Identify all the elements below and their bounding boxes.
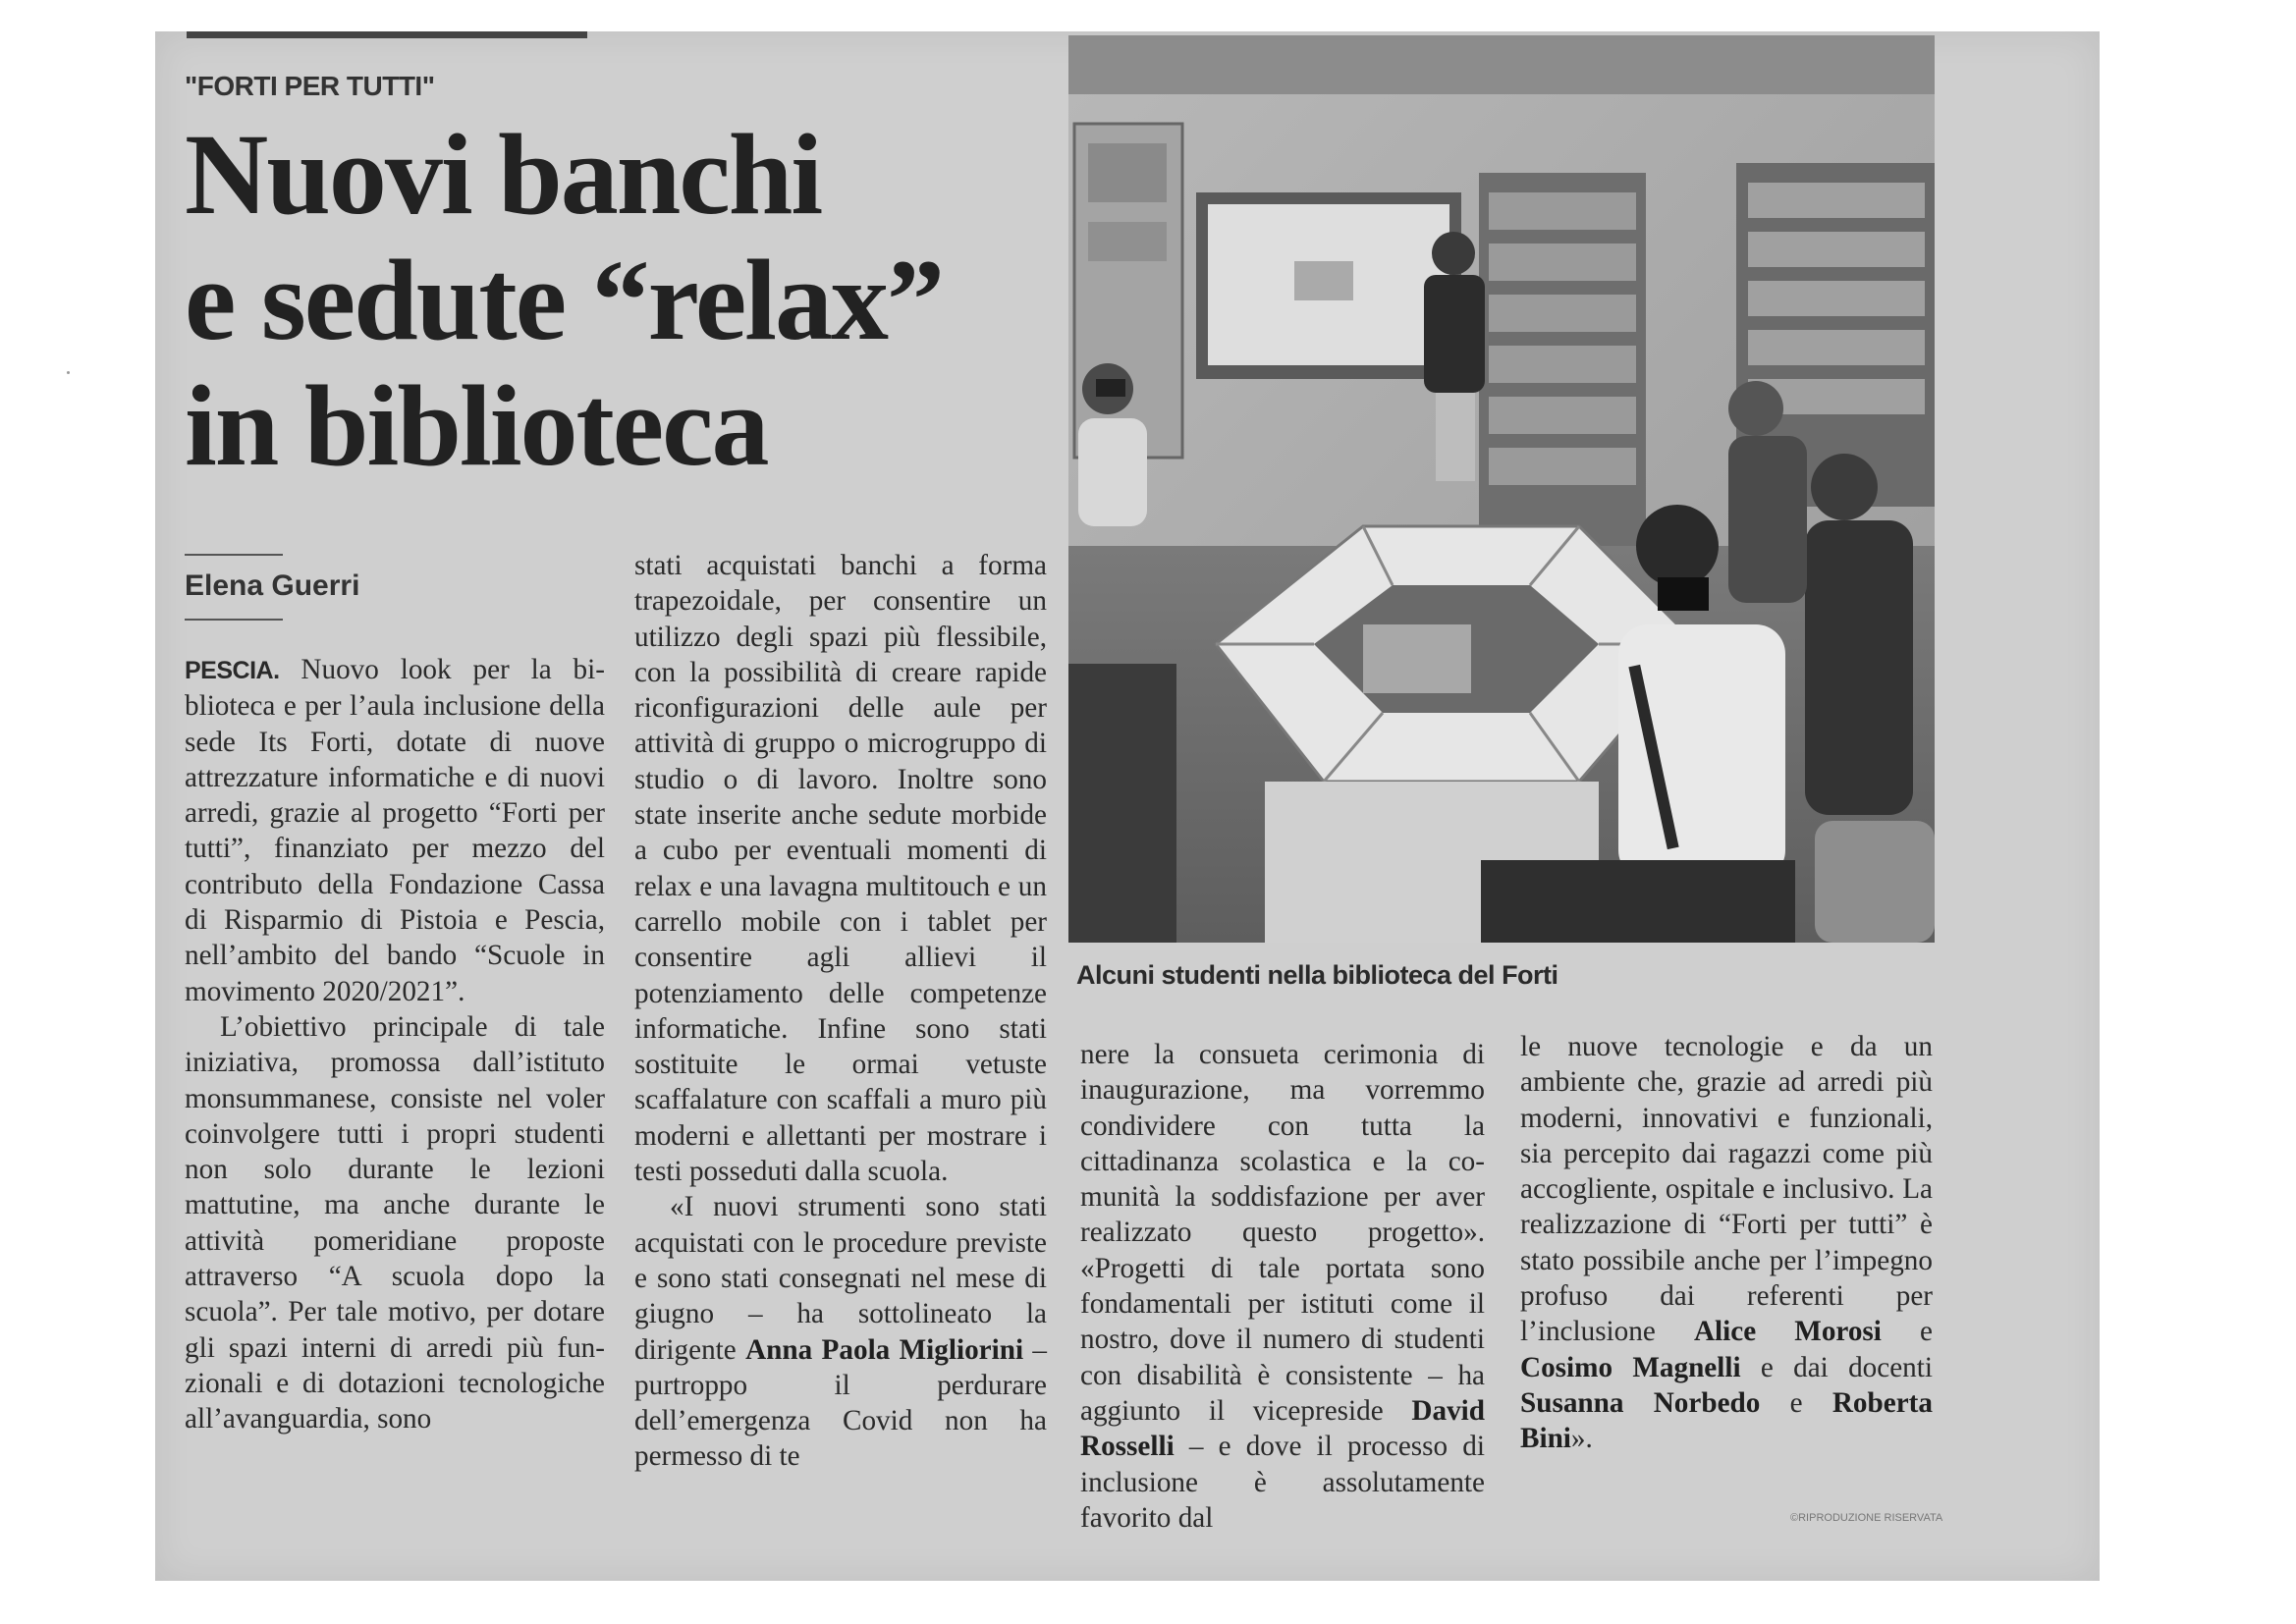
col2-paragraph-2 [634, 1189, 1047, 1474]
col4-paragraph [1520, 1029, 1933, 1457]
col3-paragraph [1080, 1037, 1485, 1536]
photo-illustration [1068, 35, 1935, 943]
name-david-rosselli: David Rosselli [1080, 1394, 1485, 1463]
text-column-1 [185, 652, 605, 1437]
col2-p2-text-b: – purtroppo il perdurare dell’emergenza Covid non ha permesso di te [634, 1333, 1048, 1473]
headline-line-2: e sedute “relax” [185, 236, 943, 364]
newspaper-clipping [155, 31, 2100, 1581]
top-rule [187, 31, 587, 38]
headline-line-1: Nuovi banchi [185, 110, 822, 239]
article-kicker: "FORTI PER TUTTI" [185, 71, 435, 101]
col1-paragraph-2: L’obiettivo principale di tale iniziativa, promossa dall’istituto monsummanese, consiste nel voler coinvolgere tutti i propri studenti non solo durante le lezioni mattutine, ma anche durante le attività pomeridiane proposte attraverso “A scuola dopo la scuola”. Per tale motivo, per dotare gli spazi interni di arredi più funzionali e di dotazioni tecnologiche all’avanguardia, sono [185, 1010, 605, 1435]
col4-text-mid2: e dai docenti [1740, 1351, 1933, 1383]
col4-text-end: ». [1570, 1423, 1593, 1455]
dateline: PESCIA. [185, 657, 280, 684]
reproduction-credit: ©RIPRODUZIONE RISERVATA [1790, 1512, 1943, 1524]
col4-text-mid3: e [1760, 1386, 1832, 1419]
article-headline [185, 112, 1068, 489]
col1-p1-text: Nuovo look per la biblioteca e per l’aula inclusione della sede Its Forti, dotate di nuove attrezzature informatiche e di nuovi arredi, grazie al progetto “Forti per tutti”, finanziato per mezzo del contributo della Fondazione Cassa di Risparmio di Pistoia e Pescia, nell’ambito del bando “Scuole in movimento 2020/2021”. [185, 654, 605, 1007]
col3-text-a: nere la consueta cerimonia di inaugurazione, ma vorremmo condividere con tutta la cittadinanza scolastica e la comunità la soddisfazione per aver realizzato questo progetto». «Progetti di tale portata sono fondamentali per istituti come il nostro, dove il numero di studenti con disabilità è consistente – ha aggiunto il vicepreside [1080, 1039, 1485, 1427]
col4-text-mid1: e [1881, 1316, 1933, 1348]
col2-paragraph-1: stati acquistati banchi a forma trapezoidale, per consentire un utilizzo degli spazi più flessibile, con la possibilità di creare rapide riconfigurazioni delle aule per attività di gruppo o microgruppo di studio o di lavoro. Inoltre sono state inserite anche sedute morbide a cubo per eventuali momenti di relax e una lavagna multitouch e un carrello mobile con i tablet per consentire agli allievi il potenziamento delle competenze informatiche. Infine sono stati sostituite le ormai vetuste scaffalature con scaffali a muro più moderni e allettanti per mostrare i testi posseduti dalla scuola. [634, 550, 1047, 1188]
photo-caption: Alcuni studenti nella biblioteca del Forti [1076, 960, 1558, 990]
text-column-4 [1520, 1029, 1933, 1457]
text-column-3 [1080, 1037, 1485, 1536]
name-susanna-norbedo: Susanna Norbedo [1520, 1386, 1761, 1419]
byline-rule-top [185, 554, 283, 556]
byline-rule-bottom [185, 619, 283, 621]
name-alice-morosi: Alice Morosi [1693, 1316, 1882, 1348]
name-anna-paola-migliorini: Anna Paola Migliorini [745, 1333, 1024, 1366]
article-photo [1068, 35, 1935, 943]
headline-line-3: in biblioteca [185, 361, 768, 490]
col1-paragraph-1 [185, 652, 605, 1009]
article-byline: Elena Guerri [185, 569, 360, 602]
scan-speck [67, 371, 70, 374]
col2-p2-text-a: «I nuovi strumenti sono stati acquistati con le procedure previste e sono stati consegnati nel mese di giugno – ha sottolineato la dirigente [634, 1191, 1047, 1366]
col4-text-a: le nuove tecnologie e da un ambiente che, grazie ad arredi più moderni, innovativi e funzionali, sia percepito dai ragazzi come più accogliente, ospitale e inclusivo. La realizzazione di “Forti per tutti” è stato possibile anche per l’impegno profuso dai referenti per l’inclusione [1520, 1031, 1933, 1348]
name-cosimo-magnelli: Cosimo Magnelli [1520, 1351, 1741, 1383]
text-column-2 [634, 548, 1047, 1475]
col3-text-b: – e dove il processo di inclusione è assolutamente favorito dal [1080, 1431, 1485, 1534]
name-roberta-bini: Roberta Bini [1520, 1386, 1933, 1455]
